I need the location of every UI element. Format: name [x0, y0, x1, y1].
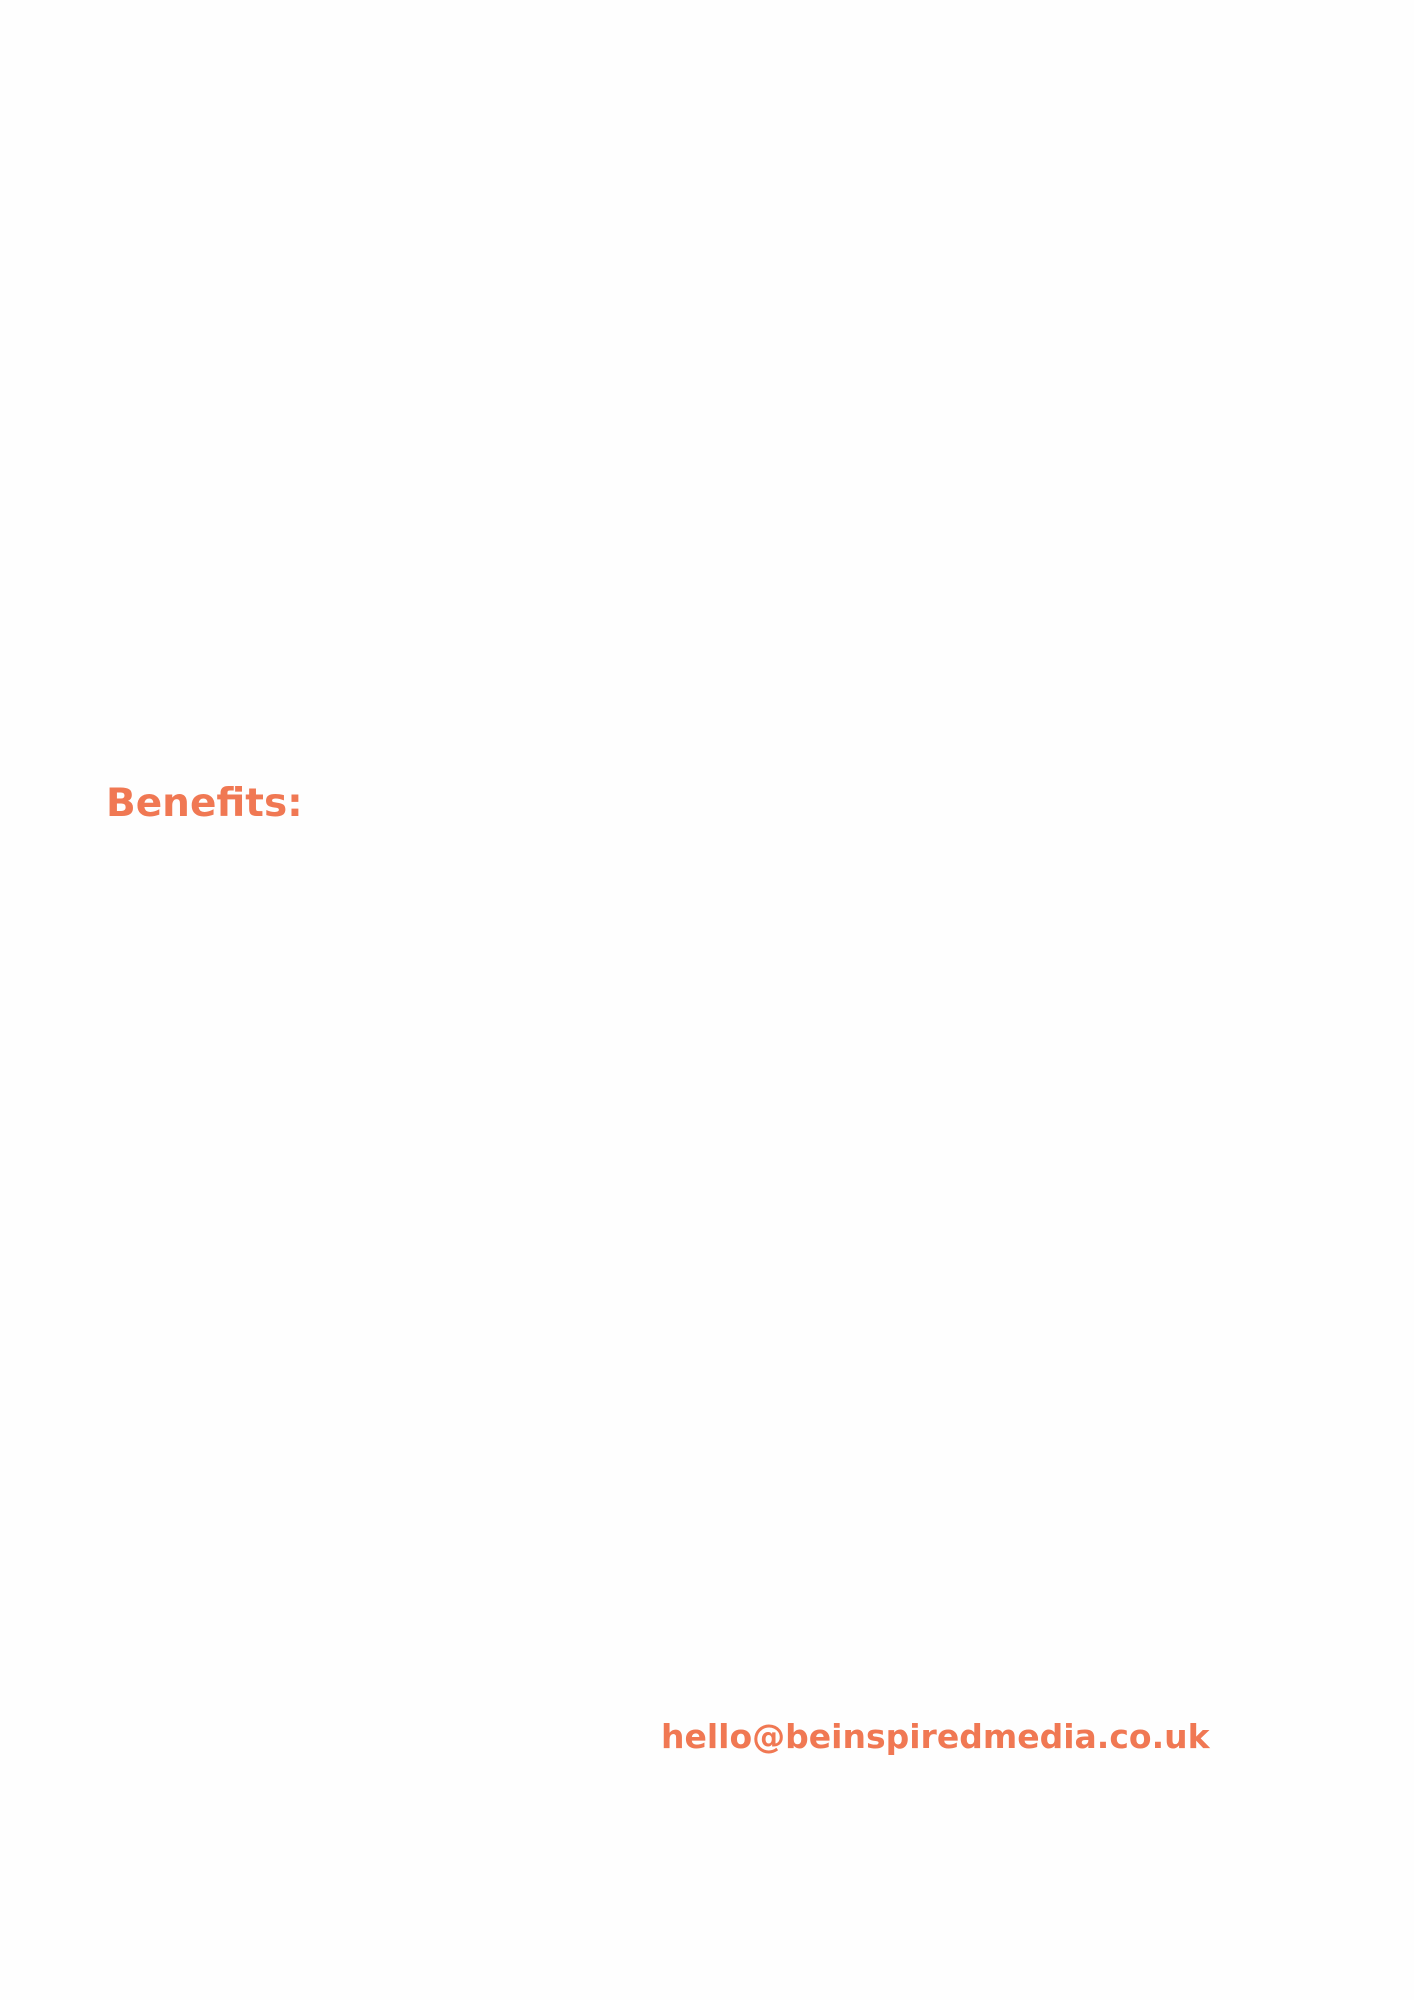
benefits-heading: Benefits:	[106, 781, 303, 826]
contact-email-link[interactable]: hello@beinspiredmedia.co.uk	[661, 1717, 1210, 1756]
